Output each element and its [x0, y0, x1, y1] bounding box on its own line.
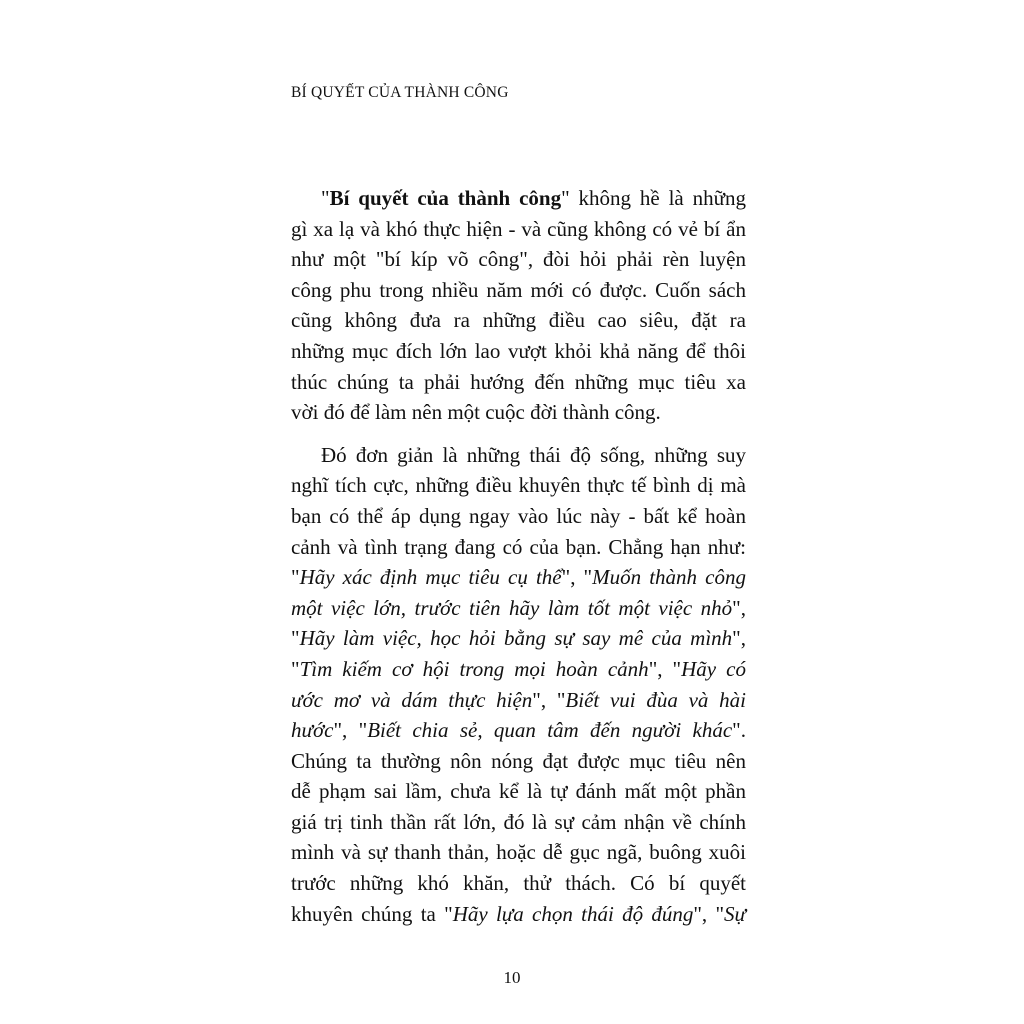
text-line: [291, 593, 746, 624]
text-run: bạn có thể áp dụng ngay vào lúc này - bất kể hoàn: [291, 503, 746, 528]
text-line: [291, 776, 746, 807]
text-run: thúc chúng ta phải hướng đến những mục tiêu xa: [291, 369, 746, 394]
text-run: công phu trong nhiều năm mới có được. Cuốn sách: [291, 277, 746, 302]
text-line: [291, 440, 746, 471]
text-line: [291, 807, 746, 838]
text-run: ": [291, 656, 300, 681]
text-line: [291, 837, 746, 868]
text-line: [291, 899, 746, 930]
text-run: ", ": [532, 687, 566, 712]
text-line: [291, 562, 746, 593]
italic-text: Biết vui đùa và hài: [565, 687, 746, 712]
text-run: ".: [732, 718, 746, 743]
italic-text: Hãy lựa chọn thái độ đúng: [452, 901, 694, 926]
body-text: [291, 183, 746, 929]
text-run: ": [291, 565, 300, 590]
text-line: [291, 868, 746, 899]
text-run: ": [291, 626, 300, 651]
bold-text: Bí quyết của thành công: [329, 186, 562, 210]
text-run: giá trị tinh thần rất lớn, đó là sự cảm nhận về chính: [291, 809, 746, 834]
text-run: ", ": [648, 656, 682, 681]
text-line: [291, 623, 746, 654]
running-header: BÍ QUYẾT CỦA THÀNH CÔNG: [291, 84, 509, 101]
italic-text: Hãy có: [681, 656, 746, 681]
text-run: gì xa lạ và khó thực hiện - và cũng không có vẻ bí ẩn: [291, 216, 746, 241]
text-run: vời đó để làm nên một cuộc đời thành công.: [291, 400, 661, 425]
text-line: [291, 715, 746, 746]
text-run: ", ": [693, 901, 725, 926]
text-line: [291, 654, 746, 685]
text-line: [291, 532, 746, 563]
text-line: [291, 367, 746, 398]
text-line: [291, 275, 746, 306]
text-run: " không hề là những: [561, 186, 746, 210]
text-run: Chúng ta thường nôn nóng đạt được mục tiêu nên: [291, 748, 746, 773]
text-run: cũng không đưa ra những điều cao siêu, đặt ra: [291, 308, 746, 333]
text-run: mình và sự thanh thản, hoặc dễ gục ngã, buông xuôi: [291, 840, 746, 865]
italic-text: Hãy xác định mục tiêu cụ thể: [299, 565, 562, 590]
italic-text: Sự: [724, 901, 746, 926]
text-run: như một "bí kíp võ công", đòi hỏi phải rèn luyện: [291, 247, 746, 272]
text-line: [291, 397, 746, 428]
text-run: ": [321, 186, 330, 210]
italic-text: ước mơ và dám thực hiện: [291, 687, 533, 712]
text-line: [291, 305, 746, 336]
text-line: [291, 183, 746, 214]
text-line: [291, 470, 746, 501]
italic-text: Hãy làm việc, học hỏi bằng sự say mê của mình: [299, 626, 733, 651]
text-run: những mục đích lớn lao vượt khỏi khả năng để thôi: [291, 338, 746, 363]
paragraph-gap: [291, 428, 746, 440]
italic-text: Muốn thành công: [592, 565, 746, 590]
text-run: ",: [732, 626, 746, 651]
text-run: Đó đơn giản là những thái độ sống, những suy: [321, 442, 746, 467]
text-run: khuyên chúng ta ": [291, 901, 453, 926]
text-line: [291, 214, 746, 245]
text-run: dễ phạm sai lầm, chưa kể là tự đánh mất một phần: [291, 779, 746, 804]
text-run: ", ": [333, 718, 368, 743]
italic-text: Tìm kiếm cơ hội trong mọi hoàn cảnh: [299, 656, 649, 681]
text-line: [291, 501, 746, 532]
text-run: nghĩ tích cực, những điều khuyên thực tế bình dị mà: [291, 473, 746, 498]
italic-text: một việc lớn, trước tiên hãy làm tốt một việc nhỏ: [291, 595, 733, 620]
text-run: trước những khó khăn, thử thách. Có bí quyết: [291, 871, 746, 896]
text-run: ", ": [561, 565, 593, 590]
text-line: [291, 746, 746, 777]
text-run: cảnh và tình trạng đang có của bạn. Chẳng hạn như:: [291, 534, 746, 559]
italic-text: Biết chia sẻ, quan tâm đến người khác: [367, 718, 733, 743]
text-run: ",: [732, 595, 746, 620]
italic-text: hước: [291, 718, 334, 743]
page-number: 10: [503, 968, 521, 987]
text-line: [291, 336, 746, 367]
text-line: [291, 244, 746, 275]
text-line: [291, 685, 746, 716]
